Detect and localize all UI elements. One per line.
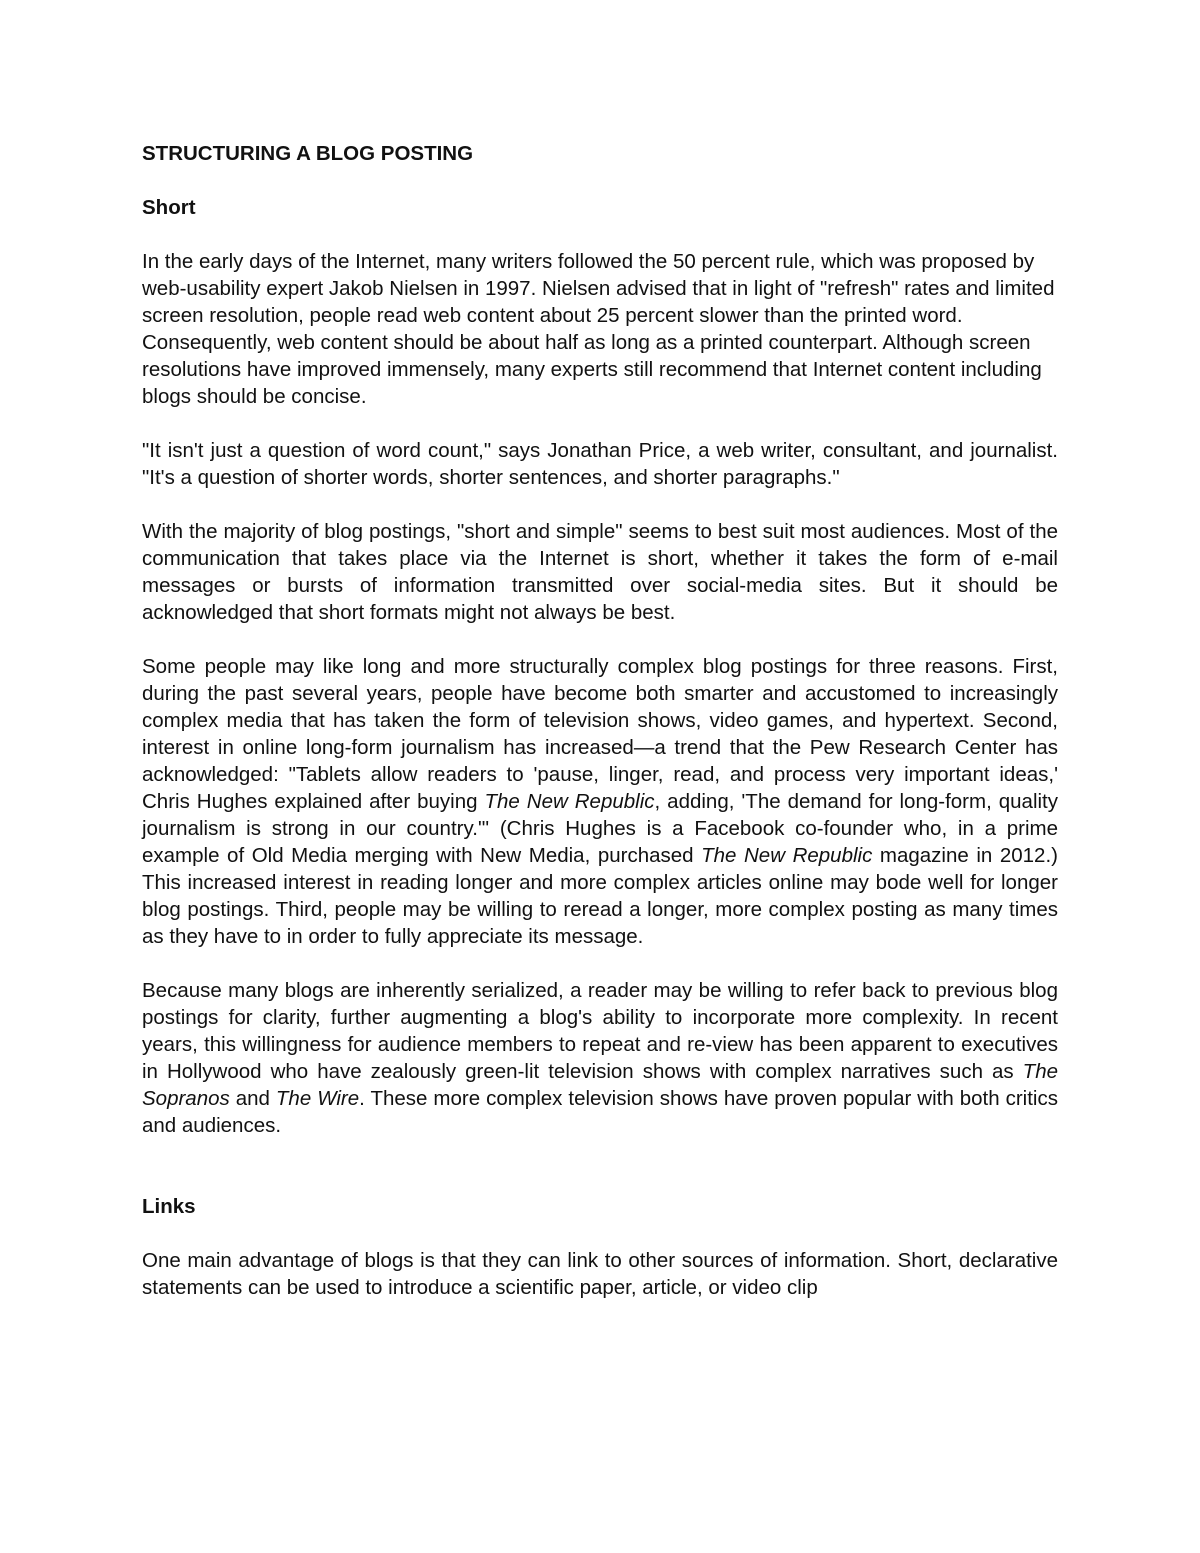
paragraph-short-3: With the majority of blog postings, "short and simple" seems to best suit most audiences. Most of the communication that takes place via the Internet is short, whether it takes the form of e-mail messages or bursts of information transmitted over social-media sites. But it should be acknowledged that short formats might not always be best. — [142, 520, 1058, 624]
paragraph-text: Because many blogs are inherently serialized, a reader may be willing to refer back to previous blog postings for clarity, further augmenting a blog's ability to incorporate more complexity. In recent years, this willingness for audience members to repeat and re-view has been apparent to executives in Hollywood who have zealously green-lit television shows with complex narratives such as — [142, 979, 1058, 1083]
paragraph-short-4 — [142, 653, 1058, 950]
document-title: STRUCTURING A BLOG POSTING — [142, 142, 474, 165]
section-heading-links: Links — [142, 1195, 196, 1218]
paragraph-text: magazine in 2012.) This increased interest in reading longer and more complex articles online may bode well for longer blog postings. Third, people may be willing to reread a longer, more complex posting as many times as they have to in order to fully appreciate its message. — [142, 844, 1058, 948]
paragraph-links-1: One main advantage of blogs is that they can link to other sources of information. Short, declarative statements can be used to introduce a scientific paper, article, or video clip — [142, 1249, 1058, 1299]
paragraph-text: . These more complex television shows have proven popular with both critics and audiences. — [142, 1087, 1058, 1137]
paragraph-text: , adding, 'The demand for long-form, quality journalism is strong in our country.'" (Chris Hughes is a Facebook co-founder who, in a prime example of Old Media merging with New Media, purchased — [142, 790, 1059, 867]
italic-title: The Wire — [275, 1087, 360, 1110]
paragraph-text: and — [229, 1087, 276, 1110]
paragraph-short-2: "It isn't just a question of word count," says Jonathan Price, a web writer, consultant, and journalist. "It's a question of shorter words, shorter sentences, and shorter paragraphs." — [142, 439, 1058, 489]
paragraph-text: Some people may like long and more structurally complex blog postings for three reasons. First, during the past several years, people have become both smarter and accustomed to increasingly complex media that has taken the form of television shows, video games, and hypertext. Second, interest in online long-form journalism has increased—a trend that the Pew Research Center has acknowledged: "Tablets allow readers to 'pause, linger, read, and process very important ideas,' Chris Hughes explained after buying — [142, 655, 1058, 813]
italic-title: The New Republic — [484, 790, 655, 813]
paragraph-short-5 — [142, 977, 1058, 1139]
italic-title: The Sopranos — [142, 1060, 1058, 1110]
section-heading-short: Short — [142, 196, 196, 219]
italic-title: The New Republic — [701, 844, 873, 867]
document-page — [142, 140, 1058, 1328]
paragraph-short-1: In the early days of the Internet, many writers followed the 50 percent rule, which was proposed by web-usability expert Jakob Nielsen in 1997. Nielsen advised that in light of "refresh" rates and limited screen resolution, people read web content about 25 percent slower than the printed word. Consequently, web content should be about half as long as a printed counterpart. Although screen resolutions have improved immensely, many experts still recommend that Internet content including blogs should be concise. — [142, 250, 1055, 408]
